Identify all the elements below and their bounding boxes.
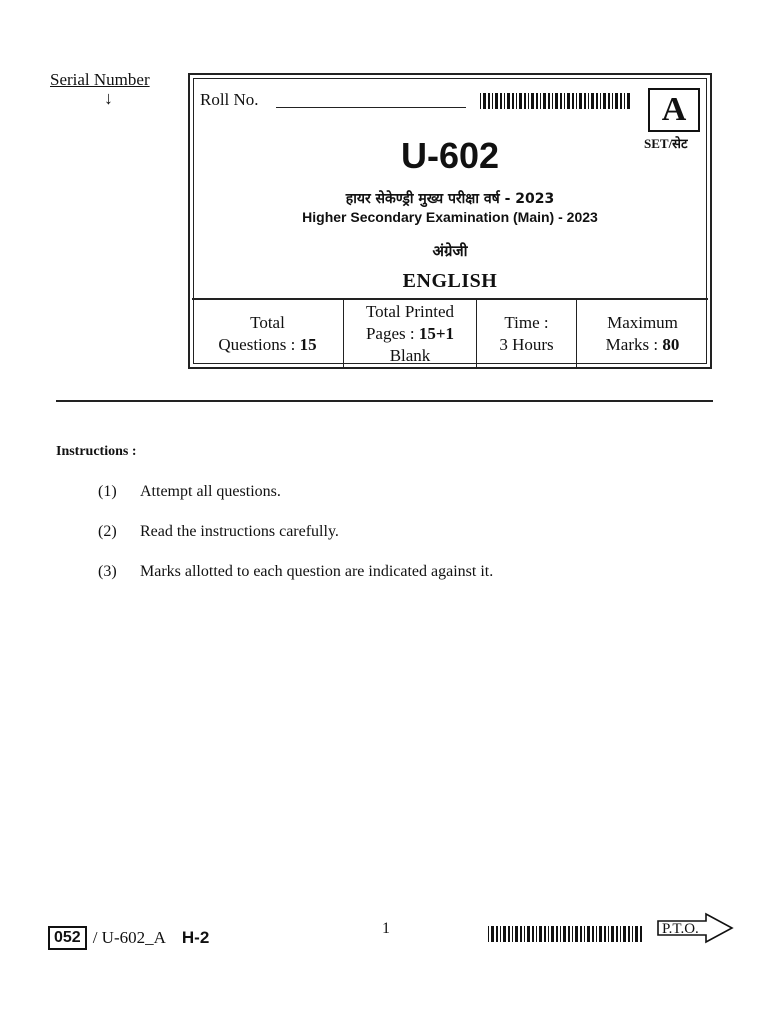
max-marks-value: 80 (662, 335, 680, 354)
serial-number-label: Serial Number (50, 70, 150, 89)
instruction-text: Marks allotted to each question are indicated against it. (140, 563, 494, 580)
instruction-item (98, 523, 339, 541)
max-marks-cell (577, 300, 708, 368)
time-value: 3 Hours (499, 335, 554, 354)
max-marks-label: Maximum (607, 313, 678, 332)
instruction-text: Read the instructions carefully. (140, 523, 339, 540)
instruction-number: (3) (98, 563, 117, 580)
total-pages-value: 15+1 (418, 324, 455, 343)
footer-paper-code (48, 926, 209, 950)
instruction-text: Attempt all questions. (140, 483, 281, 500)
instruction-item (98, 563, 493, 581)
footer-h-code: H-2 (181, 928, 210, 947)
barcode-icon (488, 926, 644, 942)
paper-info-row (192, 298, 708, 368)
total-questions-cell (192, 300, 344, 368)
blank-pages-label: Blank (389, 346, 431, 365)
total-questions-label: Total (250, 313, 285, 332)
total-pages-label: Total Printed (365, 302, 455, 321)
exam-title-hindi: हायर सेकेण्ड्री मुख्य परीक्षा वर्ष - 2023 (345, 191, 555, 207)
instruction-number: (2) (98, 523, 117, 540)
pto-arrow (656, 912, 736, 949)
footer-paper-ref: / U-602_A (92, 928, 166, 947)
set-label: SET/सेट (644, 136, 688, 151)
roll-number-field[interactable] (276, 107, 466, 108)
total-pages-text: Pages : (365, 324, 419, 343)
exam-title-english: Higher Secondary Examination (Main) - 2023 (302, 209, 598, 225)
barcode-icon (480, 93, 632, 109)
arrow-right-icon (656, 912, 736, 944)
divider (56, 400, 713, 402)
paper-code: U-602 (400, 135, 500, 176)
instruction-item (98, 483, 281, 501)
instructions-heading: Instructions : (56, 444, 137, 459)
max-marks-text: Marks : (605, 335, 663, 354)
roll-number-label: Roll No. (200, 90, 259, 109)
subject-english: ENGLISH (402, 270, 498, 292)
total-questions-text: Questions : (218, 335, 300, 354)
pto-label: P.T.O. (662, 921, 699, 937)
time-cell (477, 300, 577, 368)
total-questions-value: 15 (299, 335, 317, 354)
footer-code-box: 052 (48, 926, 87, 950)
instruction-number: (1) (98, 483, 117, 500)
total-pages-cell (344, 300, 477, 368)
page-number: 1 (382, 920, 390, 937)
subject-hindi: अंग्रेजी (432, 242, 468, 260)
time-label: Time : (504, 313, 549, 332)
set-letter-box: A (648, 88, 700, 132)
down-arrow-icon: ↓ (104, 88, 113, 108)
